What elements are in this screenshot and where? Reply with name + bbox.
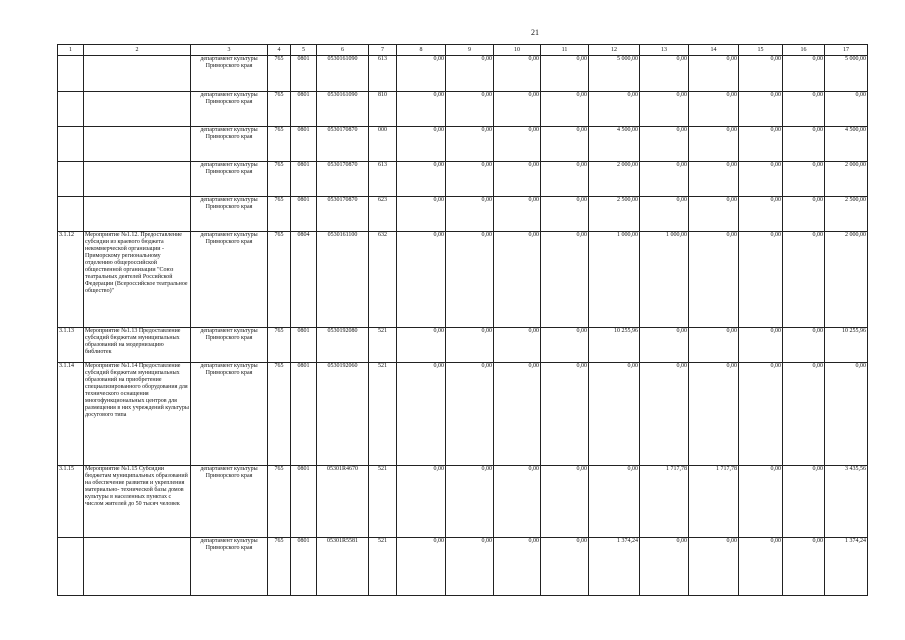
year-value-cell: 0,00 xyxy=(783,328,825,363)
section-code-cell: 0801 xyxy=(291,92,317,127)
year-value-cell: 0,00 xyxy=(494,538,541,596)
section-code-cell: 0801 xyxy=(291,197,317,232)
year-value-cell: 0,00 xyxy=(397,466,446,538)
table-row xyxy=(58,197,868,232)
total-value-cell: 2 500,00 xyxy=(825,197,868,232)
column-header: 3 xyxy=(191,45,268,56)
year-value-cell: 0,00 xyxy=(783,232,825,328)
year-value-cell: 0,00 xyxy=(689,92,739,127)
table-row xyxy=(58,466,868,538)
page-number: 21 xyxy=(531,28,539,37)
year-value-cell: 0,00 xyxy=(446,328,494,363)
year-value-cell: 0,00 xyxy=(589,363,640,466)
year-value-cell: 0,00 xyxy=(446,92,494,127)
total-value-cell: 10 255,96 xyxy=(825,328,868,363)
total-value-cell: 2 000,00 xyxy=(825,162,868,197)
year-value-cell: 1 000,00 xyxy=(640,232,689,328)
table-body xyxy=(58,56,868,596)
column-header: 4 xyxy=(268,45,291,56)
year-value-cell: 0,00 xyxy=(640,162,689,197)
year-value-cell: 0,00 xyxy=(541,232,589,328)
year-value-cell: 5 000,00 xyxy=(589,56,640,92)
section-code-cell: 0801 xyxy=(291,466,317,538)
year-value-cell: 0,00 xyxy=(640,363,689,466)
expense-type-cell: 623 xyxy=(369,197,397,232)
year-value-cell: 0,00 xyxy=(739,538,783,596)
year-value-cell: 0,00 xyxy=(446,56,494,92)
expense-type-cell: 521 xyxy=(369,538,397,596)
column-header: 16 xyxy=(783,45,825,56)
grbs-code-cell: 765 xyxy=(268,232,291,328)
target-article-cell: 0530170870 xyxy=(317,127,369,162)
section-code-cell: 0801 xyxy=(291,328,317,363)
column-header: 9 xyxy=(446,45,494,56)
grbs-code-cell: 765 xyxy=(268,162,291,197)
grbs-code-cell: 765 xyxy=(268,328,291,363)
year-value-cell: 0,00 xyxy=(783,56,825,92)
year-value-cell: 0,00 xyxy=(494,232,541,328)
column-header: 6 xyxy=(317,45,369,56)
grbs-code-cell: 765 xyxy=(268,466,291,538)
year-value-cell: 0,00 xyxy=(446,162,494,197)
column-number-row xyxy=(58,45,868,56)
year-value-cell: 0,00 xyxy=(739,127,783,162)
column-header: 1 xyxy=(58,45,84,56)
total-value-cell: 2 000,00 xyxy=(825,232,868,328)
expense-type-cell: 521 xyxy=(369,363,397,466)
year-value-cell: 0,00 xyxy=(494,92,541,127)
year-value-cell: 0,00 xyxy=(640,538,689,596)
year-value-cell: 0,00 xyxy=(446,197,494,232)
expense-type-cell: 632 xyxy=(369,232,397,328)
column-header: 11 xyxy=(541,45,589,56)
section-code-cell: 0801 xyxy=(291,127,317,162)
year-value-cell: 0,00 xyxy=(397,162,446,197)
expense-type-cell: 613 xyxy=(369,56,397,92)
year-value-cell: 0,00 xyxy=(541,127,589,162)
grbs-code-cell: 765 xyxy=(268,197,291,232)
year-value-cell: 0,00 xyxy=(397,56,446,92)
year-value-cell: 0,00 xyxy=(783,363,825,466)
table-row xyxy=(58,232,868,328)
column-header: 13 xyxy=(640,45,689,56)
year-value-cell: 0,00 xyxy=(783,162,825,197)
year-value-cell: 0,00 xyxy=(494,56,541,92)
target-article-cell: 0530161090 xyxy=(317,56,369,92)
column-header: 12 xyxy=(589,45,640,56)
year-value-cell: 0,00 xyxy=(640,328,689,363)
expense-type-cell: 000 xyxy=(369,127,397,162)
year-value-cell: 0,00 xyxy=(541,56,589,92)
year-value-cell: 0,00 xyxy=(689,232,739,328)
activity-description-cell: Мероприятие №1.12. Предоставление субсидии из краевого бюджета некоммерческой организации - Приморскому региональному отделению общероссийской общественной организации "Союз театральных деятелей Российской Федерации (Всероссийское театральное общество)" xyxy=(84,232,191,328)
year-value-cell: 0,00 xyxy=(446,127,494,162)
activity-description-cell: Мероприятие №1.14 Предоставление субсидий бюджетам муниципальных образований на приобретение специализированного оборудования для технического оснащения многофункциональных центров для размещения в них учреждений культуры досугового типа xyxy=(84,363,191,466)
year-value-cell: 4 500,00 xyxy=(589,127,640,162)
row-code-cell: 3.1.14 xyxy=(58,363,84,466)
year-value-cell: 0,00 xyxy=(494,162,541,197)
year-value-cell: 0,00 xyxy=(783,127,825,162)
year-value-cell: 2 000,00 xyxy=(589,162,640,197)
expense-type-cell: 810 xyxy=(369,92,397,127)
column-header: 10 xyxy=(494,45,541,56)
year-value-cell: 0,00 xyxy=(446,232,494,328)
column-header: 17 xyxy=(825,45,868,56)
column-header: 7 xyxy=(369,45,397,56)
year-value-cell: 0,00 xyxy=(541,92,589,127)
grbs-code-cell: 765 xyxy=(268,92,291,127)
table-row xyxy=(58,127,868,162)
year-value-cell: 0,00 xyxy=(689,56,739,92)
total-value-cell: 3 435,56 xyxy=(825,466,868,538)
row-code-cell: 3.1.13 xyxy=(58,328,84,363)
year-value-cell: 0,00 xyxy=(689,328,739,363)
year-value-cell: 0,00 xyxy=(397,197,446,232)
executor-cell: департамент культуры Приморского края xyxy=(191,466,268,538)
budget-table xyxy=(57,44,868,596)
column-header: 15 xyxy=(739,45,783,56)
executor-cell: департамент культуры Приморского края xyxy=(191,56,268,92)
column-header: 8 xyxy=(397,45,446,56)
year-value-cell: 0,00 xyxy=(446,466,494,538)
row-code-cell xyxy=(58,162,84,197)
section-code-cell: 0801 xyxy=(291,162,317,197)
year-value-cell: 0,00 xyxy=(689,197,739,232)
total-value-cell: 0,00 xyxy=(825,92,868,127)
year-value-cell: 0,00 xyxy=(689,538,739,596)
total-value-cell: 0,00 xyxy=(825,363,868,466)
year-value-cell: 1 717,78 xyxy=(689,466,739,538)
target-article-cell: 0530170870 xyxy=(317,197,369,232)
target-article-cell: 0530161090 xyxy=(317,92,369,127)
activity-description-cell xyxy=(84,197,191,232)
table-row xyxy=(58,328,868,363)
year-value-cell: 0,00 xyxy=(689,162,739,197)
year-value-cell: 0,00 xyxy=(397,363,446,466)
year-value-cell: 0,00 xyxy=(494,197,541,232)
year-value-cell: 0,00 xyxy=(494,328,541,363)
executor-cell: департамент культуры Приморского края xyxy=(191,197,268,232)
row-code-cell xyxy=(58,56,84,92)
year-value-cell: 0,00 xyxy=(689,127,739,162)
expense-type-cell: 613 xyxy=(369,162,397,197)
activity-description-cell xyxy=(84,162,191,197)
row-code-cell: 3.1.12 xyxy=(58,232,84,328)
year-value-cell: 0,00 xyxy=(494,466,541,538)
year-value-cell: 0,00 xyxy=(397,232,446,328)
section-code-cell: 0801 xyxy=(291,363,317,466)
total-value-cell: 5 000,00 xyxy=(825,56,868,92)
column-header: 5 xyxy=(291,45,317,56)
year-value-cell: 0,00 xyxy=(541,363,589,466)
year-value-cell: 0,00 xyxy=(783,92,825,127)
year-value-cell: 0,00 xyxy=(541,197,589,232)
table-row xyxy=(58,162,868,197)
year-value-cell: 0,00 xyxy=(739,92,783,127)
year-value-cell: 0,00 xyxy=(783,197,825,232)
target-article-cell: 05301R4670 xyxy=(317,466,369,538)
activity-description-cell xyxy=(84,127,191,162)
executor-cell: департамент культуры Приморского края xyxy=(191,162,268,197)
year-value-cell: 2 500,00 xyxy=(589,197,640,232)
year-value-cell: 0,00 xyxy=(397,328,446,363)
activity-description-cell xyxy=(84,538,191,596)
target-article-cell: 0530170870 xyxy=(317,162,369,197)
year-value-cell: 10 255,96 xyxy=(589,328,640,363)
table-row xyxy=(58,92,868,127)
row-code-cell: 3.1.15 xyxy=(58,466,84,538)
section-code-cell: 0801 xyxy=(291,538,317,596)
year-value-cell: 0,00 xyxy=(689,363,739,466)
expense-type-cell: 521 xyxy=(369,466,397,538)
year-value-cell: 0,00 xyxy=(494,127,541,162)
table-row xyxy=(58,538,868,596)
activity-description-cell xyxy=(84,56,191,92)
year-value-cell: 0,00 xyxy=(739,56,783,92)
year-value-cell: 0,00 xyxy=(397,92,446,127)
target-article-cell: 0530192060 xyxy=(317,363,369,466)
executor-cell: департамент культуры Приморского края xyxy=(191,232,268,328)
year-value-cell: 0,00 xyxy=(739,162,783,197)
year-value-cell: 0,00 xyxy=(739,328,783,363)
section-code-cell: 0801 xyxy=(291,56,317,92)
year-value-cell: 0,00 xyxy=(541,466,589,538)
row-code-cell xyxy=(58,197,84,232)
table-row xyxy=(58,363,868,466)
executor-cell: департамент культуры Приморского края xyxy=(191,363,268,466)
year-value-cell: 0,00 xyxy=(589,466,640,538)
table-row xyxy=(58,56,868,92)
activity-description-cell: Мероприятие №1.15 Субсидии бюджетам муниципальных образований на обеспечение развития и укрепления материально- технической базы домов культуры в населенных пунктах с числом жителей до 50 тысяч человек xyxy=(84,466,191,538)
total-value-cell: 4 500,00 xyxy=(825,127,868,162)
row-code-cell xyxy=(58,127,84,162)
grbs-code-cell: 765 xyxy=(268,538,291,596)
year-value-cell: 0,00 xyxy=(640,127,689,162)
year-value-cell: 0,00 xyxy=(640,92,689,127)
grbs-code-cell: 765 xyxy=(268,127,291,162)
row-code-cell xyxy=(58,538,84,596)
column-header: 14 xyxy=(689,45,739,56)
executor-cell: департамент культуры Приморского края xyxy=(191,328,268,363)
expense-type-cell: 521 xyxy=(369,328,397,363)
year-value-cell: 0,00 xyxy=(739,466,783,538)
executor-cell: департамент культуры Приморского края xyxy=(191,127,268,162)
year-value-cell: 0,00 xyxy=(739,197,783,232)
year-value-cell: 0,00 xyxy=(589,92,640,127)
year-value-cell: 0,00 xyxy=(541,538,589,596)
year-value-cell: 0,00 xyxy=(397,538,446,596)
year-value-cell: 0,00 xyxy=(640,56,689,92)
section-code-cell: 0804 xyxy=(291,232,317,328)
grbs-code-cell: 765 xyxy=(268,363,291,466)
target-article-cell: 0530161100 xyxy=(317,232,369,328)
year-value-cell: 0,00 xyxy=(446,363,494,466)
year-value-cell: 0,00 xyxy=(739,363,783,466)
year-value-cell: 0,00 xyxy=(397,127,446,162)
year-value-cell: 0,00 xyxy=(783,538,825,596)
executor-cell: департамент культуры Приморского края xyxy=(191,538,268,596)
year-value-cell: 0,00 xyxy=(640,197,689,232)
year-value-cell: 1 000,00 xyxy=(589,232,640,328)
target-article-cell: 05301R5581 xyxy=(317,538,369,596)
activity-description-cell: Мероприятие №1.13 Предоставление субсидий бюджетам муниципальных образований на модернизацию библиотек xyxy=(84,328,191,363)
year-value-cell: 0,00 xyxy=(541,162,589,197)
year-value-cell: 0,00 xyxy=(494,363,541,466)
year-value-cell: 0,00 xyxy=(783,466,825,538)
year-value-cell: 0,00 xyxy=(446,538,494,596)
year-value-cell: 0,00 xyxy=(541,328,589,363)
target-article-cell: 0530192080 xyxy=(317,328,369,363)
grbs-code-cell: 765 xyxy=(268,56,291,92)
column-header: 2 xyxy=(84,45,191,56)
year-value-cell: 1 717,78 xyxy=(640,466,689,538)
year-value-cell: 0,00 xyxy=(739,232,783,328)
year-value-cell: 1 374,24 xyxy=(589,538,640,596)
activity-description-cell xyxy=(84,92,191,127)
total-value-cell: 1 374,24 xyxy=(825,538,868,596)
row-code-cell xyxy=(58,92,84,127)
executor-cell: департамент культуры Приморского края xyxy=(191,92,268,127)
